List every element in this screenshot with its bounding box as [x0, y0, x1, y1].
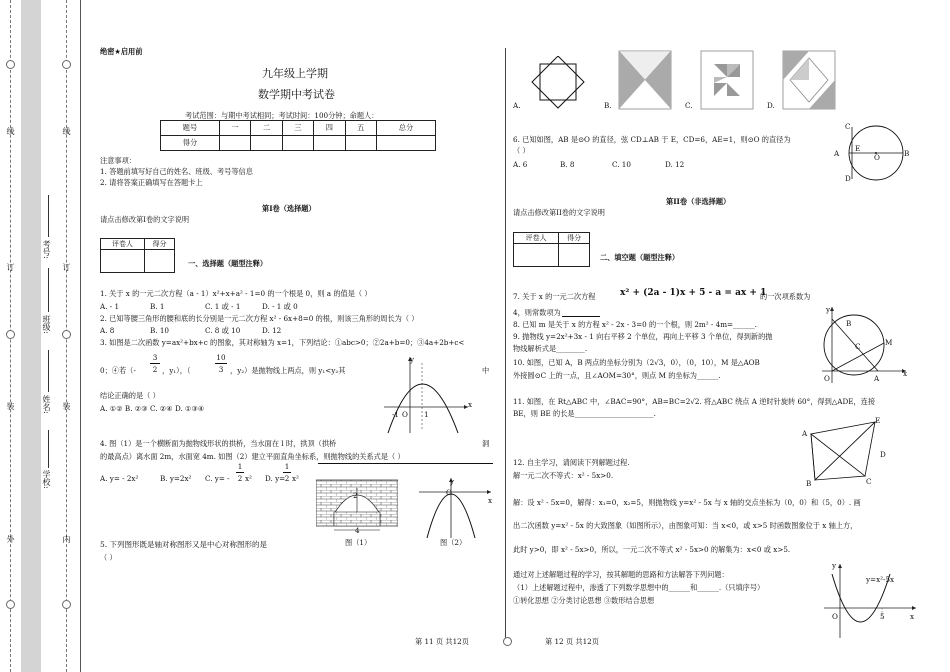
question-7-cont: 的一次项系数为	[760, 292, 811, 301]
question-9: 9. 抛物线 y=2x²+3x - 1 向右平移 2 个单位，再向上平移 3 个单位，得到新的抛	[513, 332, 773, 341]
score-cell[interactable]	[559, 244, 590, 267]
question-3: 3. 如图是二次函数 y=ax²+bx+c 的图象，其对称轴为 x=1，下列结论：①abc>0；②2a+b=0；③4a+2b+c<	[100, 338, 465, 347]
frac1-num: 3	[152, 353, 158, 362]
question-4: 4. 图（1）是一个横断面为抛物线形状的拱桥，当水面在 l 时，拱顶（拱桥	[100, 439, 337, 448]
frac2-num: 10	[216, 353, 226, 362]
q5-option-d: D.	[767, 101, 775, 110]
question-7: 7. 关于 x 的一元二次方程	[513, 292, 596, 301]
question-1: 1. 关于 x 的一元二次方程（a - 1）x²+x+a² - 1=0 的一个根是 0，则 a 的值是（ ）	[100, 289, 372, 298]
score-cell[interactable]	[145, 250, 175, 273]
q3-neg1-label: -1	[392, 410, 400, 419]
q5-option-b: B.	[604, 101, 612, 110]
footer-center-hole	[503, 637, 512, 646]
q3-parabola-figure	[382, 355, 472, 435]
q4d-frac-bar	[283, 472, 291, 473]
q11-label-e: E	[875, 416, 881, 425]
q10-label-c: C	[855, 342, 861, 351]
score-label: 得分	[559, 233, 590, 244]
note-item: 1. 答题前填写好自己的姓名、班级、考号等信息	[100, 167, 253, 176]
fig2-x-label: x	[488, 496, 493, 505]
class-label: 班级:	[42, 315, 51, 334]
question-12-e: 此时 y>0，即 x² - 5x>0，所以，一元二次不等式 x² - 5x>0 的解集为：x<0 或 x>5.	[513, 545, 791, 554]
strip-label: 订	[62, 263, 71, 271]
q1-option-c: C. 1 或 - 1	[205, 302, 241, 311]
q5-option-c: C.	[685, 101, 693, 110]
bridge-height-label: 2	[353, 491, 358, 500]
binding-hole	[62, 330, 71, 339]
question-3-cont: 0；④若（-	[100, 366, 136, 375]
q6-option-c: C. 10	[612, 160, 631, 169]
reviewer-cell[interactable]	[101, 250, 145, 273]
q1-option-a: A. - 1	[100, 302, 120, 311]
fig2-caption: 图（2）	[440, 538, 467, 547]
strip-label: 线	[6, 127, 15, 135]
binding-hole	[62, 600, 71, 609]
score-header: 二	[251, 121, 282, 136]
margin-rule	[80, 0, 81, 672]
question-12-f: 通过对上述解题过程的学习，按其解题的思路和方法解答下列问题：	[513, 570, 729, 579]
q6-label-a: A	[834, 149, 840, 158]
exam-no-fill-line	[48, 195, 49, 237]
part2-hint: 请点击修改第II卷的文字说明	[513, 208, 605, 217]
page-divider	[505, 48, 506, 638]
school-fill-line	[48, 430, 49, 468]
q12-o-label: O	[832, 612, 838, 621]
strip-label: 外	[6, 535, 15, 543]
fig2-o-label: O	[446, 488, 452, 497]
exam-info: 考试范围：与期中考试相同；考试时间：100分钟；命题人：	[185, 111, 379, 120]
strip-label: 线	[62, 127, 71, 135]
binding-strip	[21, 0, 41, 672]
question-12-b: 解一元二次不等式：x² - 5x>0.	[513, 471, 614, 480]
exam-no-label: 考号:	[42, 240, 51, 259]
q6-option-b: B. 8	[560, 160, 575, 169]
q11-label-b: B	[806, 479, 812, 488]
fig2-parabola	[415, 478, 495, 540]
question-5: 5. 下列图形既是轴对称图形又是中心对称图形的是	[100, 540, 268, 549]
score-header: 题号	[161, 121, 220, 136]
q4-option-b: B. y=2x²	[160, 474, 192, 483]
frac1-den: 2	[152, 365, 158, 374]
q5-figure-a	[528, 56, 590, 110]
question-2: 2. 已知等腰三角形的腰和底的长分别是一元二次方程 x² - 6x+8=0 的根，则该三角形的周长为（ ）	[100, 314, 419, 323]
exam-subtitle: 数学期中考试卷	[258, 88, 335, 101]
score-cell[interactable]	[251, 136, 282, 151]
q12-x-label: x	[910, 612, 915, 621]
q5-figure-c	[700, 50, 754, 110]
q10-label-x: x	[903, 369, 908, 378]
q6-label-c: C	[845, 122, 851, 131]
question-12: 12. 自主学习，请阅读下列解题过程.	[513, 458, 630, 467]
q3-options: A. ①② B. ②③ C. ②④ D. ①③④	[100, 404, 205, 413]
reviewer-label: 评卷人	[514, 233, 559, 244]
q11-label-d: D	[880, 450, 886, 459]
q3-one-label: 1	[424, 410, 429, 419]
q4c-frac-num: 1	[237, 462, 243, 471]
q4d-frac-den: 2	[284, 474, 290, 483]
q1-option-b: B. 1	[150, 302, 165, 311]
reviewer-label: 评卷人	[101, 239, 145, 250]
q6-label-b: B	[904, 149, 910, 158]
question-12-d: 出二次函数 y=x² - 5x 的大致图象（如图所示），由图象可知：当 x<0，或 x>5 时函数图象位于 x 轴上方，	[513, 521, 858, 530]
q5-option-a: A.	[513, 101, 521, 110]
score-header: 总分	[376, 121, 435, 136]
frac2-den: 3	[218, 365, 224, 374]
q6-label-o: O	[874, 153, 880, 162]
score-cell[interactable]	[219, 136, 250, 151]
q4-option-d: D. y=	[265, 474, 286, 483]
question-12-c: 解：设 x² - 5x=0，解得：x₁=0，x₂=5，则抛物线 y=x² - 5x 与 x 轴的交点坐标为（0，0）和（5，0）. 画	[513, 498, 861, 507]
exam-title: 九年级上学期	[262, 67, 328, 80]
score-header: 四	[314, 121, 345, 136]
question-12-h: ①转化思想 ②分类讨论思想 ③数形结合思想	[513, 596, 655, 605]
question-3-ask: 结论正确的是（ ）	[100, 391, 160, 400]
question-4-cont: 的最高点）离水面 2m，水面宽 4m. 如图（2）建立平面直角坐标系，则抛物线的关系式是（ ）	[100, 452, 405, 461]
score-label: 得分	[145, 239, 175, 250]
q11-figure	[805, 418, 885, 488]
q10-label-b: B	[846, 319, 852, 328]
q4-option-c: C. y= -	[205, 474, 230, 483]
question-8: 8. 已知 m 是关于 x 的方程 x² - 2x - 3=0 的一个根，则 2m² - 4m=______.	[513, 320, 757, 329]
q10-figure	[818, 305, 910, 385]
q4-option-a: A. y= - 2x²	[100, 474, 139, 483]
binding-hole	[6, 60, 15, 69]
q7-answer-line[interactable]	[562, 316, 600, 317]
question-3-cont: 中	[482, 366, 490, 375]
q4c-frac-den: 2	[237, 474, 243, 483]
q5-figure-b	[618, 50, 672, 110]
q6-label-e: E	[855, 144, 861, 153]
footer-right-page: 第 12 页 共12页	[545, 637, 599, 646]
q4d-frac-num: 1	[284, 462, 290, 471]
q5-figure-d	[782, 50, 836, 110]
q4c-frac-bar	[236, 472, 244, 473]
question-10-cont: 外接圆⊙C 上的一点，且∠AOM=30°，则点 M 的坐标为______.	[513, 371, 721, 380]
question-3-cont: ，y₁），（	[162, 366, 191, 375]
footer-left-page: 第 11 页 共12页	[415, 637, 469, 646]
fig1-caption: 图（1）	[345, 538, 372, 547]
q12-y-label: y	[832, 561, 837, 570]
score-cell[interactable]	[282, 136, 313, 151]
question-3-cont: ，y₂）是抛物线上两点，则 y₁<y₂其	[230, 366, 346, 375]
strip-label: 装	[6, 402, 15, 410]
q10-label-y: y	[826, 305, 831, 314]
binding-hole	[6, 600, 15, 609]
binding-hole	[6, 330, 15, 339]
binding-hole	[62, 60, 71, 69]
question-11: 11. 如图，在 Rt△ABC 中，∠BAC=90°，AB=BC=2√2. 将△ABC 绕点 A 逆时针旋转 60°，得到△ADE，连接	[513, 397, 876, 406]
score-header: 三	[282, 121, 313, 136]
q2-option-c: C. 8 或 10	[205, 326, 241, 335]
q11-label-c: C	[866, 477, 872, 486]
score-table	[160, 120, 436, 151]
q12-five-label: 5	[880, 612, 885, 621]
q3-x-label: x	[468, 400, 473, 409]
fig2-y-label: y	[450, 477, 455, 486]
strip-label: 内	[62, 535, 71, 543]
q12-graph-label: y=x²-5x	[866, 575, 895, 584]
school-label: 学校:	[42, 470, 51, 489]
name-fill-line	[48, 350, 49, 392]
q4d-x2: x²	[292, 474, 299, 483]
q10-label-a: A	[874, 374, 880, 383]
question-10: 10. 如图，已知 A，B 两点的坐标分别为（2√3，0），（0，10），M 是△AOB	[513, 358, 760, 367]
part2-title: 第II卷（非选择题）	[666, 197, 731, 206]
question-9-cont: 物线解析式是________.	[513, 344, 588, 353]
q1-option-d: D. - 1 或 0	[262, 302, 298, 311]
frac2-bar	[215, 363, 227, 364]
q2-option-a: A. 8	[100, 326, 115, 335]
q10-label-m: M	[885, 338, 893, 347]
score-cell[interactable]	[376, 136, 435, 151]
q6-label-d: D	[845, 174, 851, 183]
q12-graph	[820, 560, 920, 640]
q3-y-label: y	[410, 355, 415, 364]
question-6: 6. 已知如图，AB 是⊙O 的直径，弦 CD⊥AB 于 E，CD=6，AE=1，则⊙O 的直径为	[513, 135, 791, 144]
q6-option-d: D. 12	[665, 160, 685, 169]
score-cell[interactable]	[314, 136, 345, 151]
part1-hint: 请点击修改第I卷的文字说明	[100, 215, 190, 224]
section1-title: 一、选择题（题型注释）	[188, 259, 268, 268]
question-12-g: （1）上述解题过程中，渗透了下列数学思想中的______和______.（只填序号）	[513, 583, 765, 592]
score-row-label: 得分	[161, 136, 220, 151]
secret-mark: 绝密★启用前	[100, 47, 143, 56]
question-5-cont: （ ）	[100, 553, 117, 562]
question-6-cont: （ ）	[513, 146, 530, 155]
section2-title: 二、填空题（题型注释）	[600, 253, 680, 262]
reviewer-cell[interactable]	[514, 244, 559, 267]
score-header: 五	[345, 121, 376, 136]
question-7-cont2: 4，则常数项为	[513, 308, 561, 317]
q2-option-b: B. 10	[150, 326, 169, 335]
part1-title: 第I卷（选择题）	[262, 204, 316, 213]
q11-label-a: A	[802, 429, 808, 438]
strip-label: 订	[6, 263, 15, 271]
class-fill-line	[48, 268, 49, 312]
q4-water-line	[318, 463, 493, 464]
reviewer-table-2	[513, 232, 590, 267]
name-label: 姓名:	[42, 395, 51, 414]
q7-equation: x² + (2a - 1)x + 5 - a = ax + 1	[620, 288, 767, 298]
question-4-cont: 洞	[482, 439, 490, 448]
reviewer-table	[100, 238, 175, 273]
q3-o-label: O	[402, 410, 408, 419]
note-item: 2. 请将答案正确填写在答题卡上	[100, 178, 203, 187]
strip-label: 装	[62, 402, 71, 410]
q2-option-d: D. 12	[262, 326, 282, 335]
question-11-cont: BE，则 BE 的长是______________________.	[513, 409, 656, 418]
bridge-width-label: 4	[355, 526, 360, 535]
score-header: 一	[219, 121, 250, 136]
q4c-x2: x²	[245, 474, 252, 483]
frac1-bar	[150, 363, 160, 364]
q10-label-o: O	[824, 374, 830, 383]
score-cell[interactable]	[345, 136, 376, 151]
q6-option-a: A. 6	[513, 160, 528, 169]
notes-heading: 注意事项：	[100, 156, 136, 165]
